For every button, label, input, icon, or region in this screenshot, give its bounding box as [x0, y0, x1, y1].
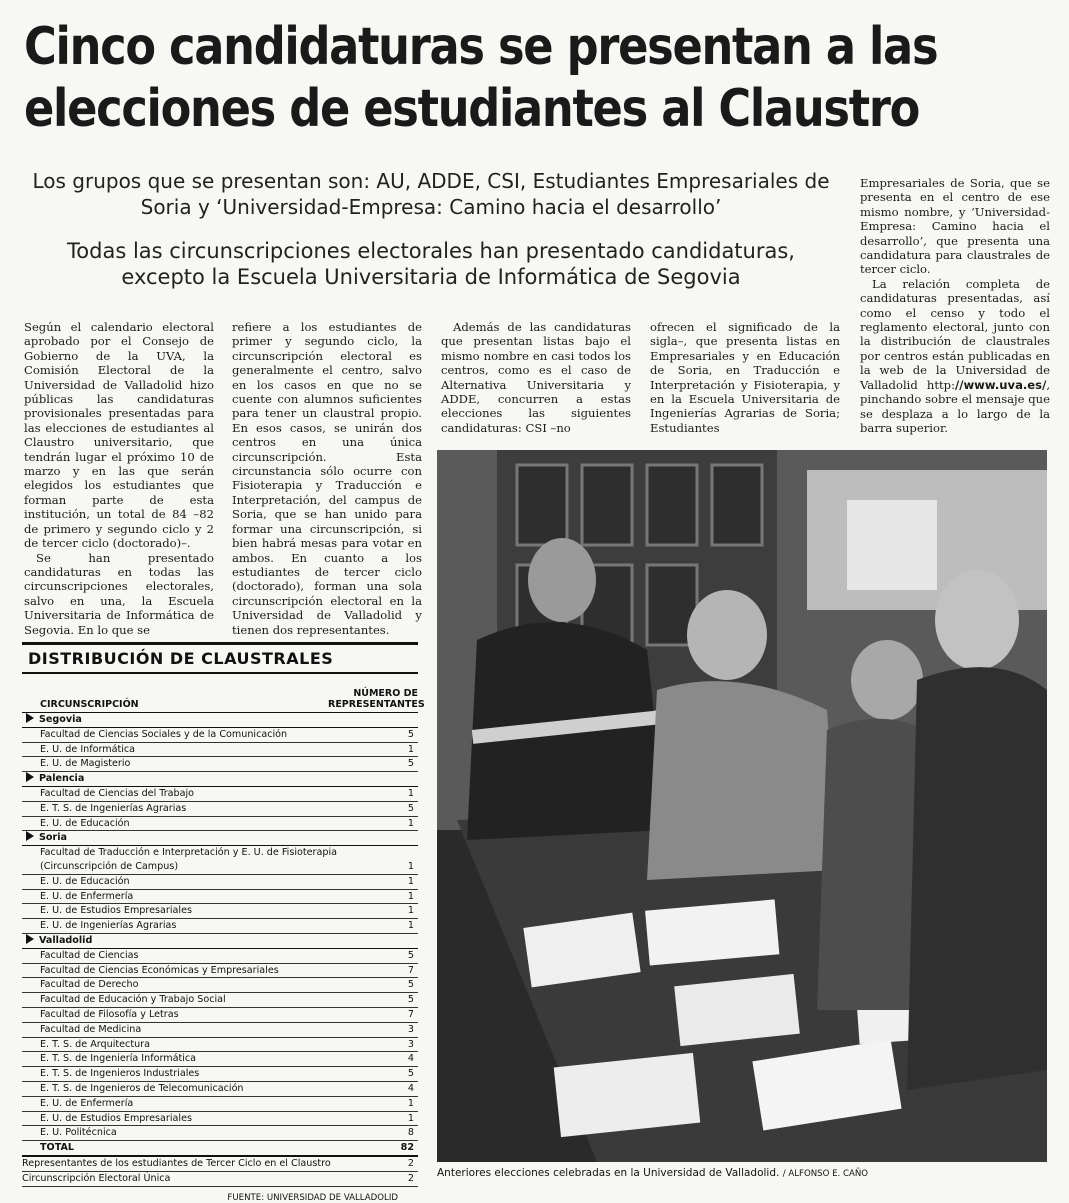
subheadline-1: Los grupos que se presentan son: AU, ADDE, CSI, Estudiantes Empresariales de Soria y ‘Universidad-Empresa: Camino hacia el desarrollo’	[32, 169, 830, 219]
triangle-right-icon	[26, 831, 34, 841]
total-value: 82	[400, 1142, 414, 1154]
row-label: Facultad de Derecho	[40, 979, 139, 991]
table-row	[22, 1126, 418, 1141]
row-value: 5	[407, 949, 414, 961]
row-value: 1	[407, 787, 414, 799]
body-paragraph: Se han presentado candidaturas en todas las circunscripciones electorales, salvo en una, la Escuela Universitaria de Informática de Segovia. En lo que se	[24, 550, 214, 637]
row-value: 1	[407, 817, 414, 829]
body-column-1	[24, 320, 214, 637]
total-label: TOTAL	[40, 1142, 75, 1154]
row-label: Facultad de Traducción e Interpretación y E. U. de Fisioterapia (Circunscripción de Campus)	[40, 847, 337, 872]
body-paragraph: Además de las candidaturas que presentan listas bajo el mismo nombre en casi todos los centros, como es el caso de Alternativa Universitaria y ADDE, concurren a estas elecciones las siguientes candidaturas: CSI –no	[441, 320, 631, 435]
row-value: 7	[407, 1008, 414, 1020]
row-label: E. T. S. de Arquitectura	[40, 1038, 150, 1050]
triangle-right-icon	[26, 713, 34, 723]
region-label	[26, 772, 414, 786]
row-value: 1	[407, 890, 414, 902]
table-row	[22, 1097, 418, 1112]
web-link[interactable]: //www.uva.es/	[955, 377, 1047, 392]
table-row	[22, 964, 418, 979]
region-name: Segovia	[39, 714, 82, 725]
region-label	[26, 831, 414, 845]
row-label: Facultad de Ciencias Sociales y de la Comunicación	[40, 728, 288, 740]
row-value: 1	[407, 743, 414, 755]
table-title: DISTRIBUCIÓN DE CLAUSTRALES	[22, 642, 418, 674]
table-row	[22, 1008, 418, 1023]
body-column-3	[441, 320, 631, 435]
region-name: Valladolid	[39, 934, 93, 946]
row-label: Facultad de Ciencias Económicas y Empresariales	[40, 964, 279, 976]
region-row-segovia	[22, 713, 418, 728]
body-paragraph: refiere a los estudiantes de primer y segundo ciclo, la circunscripción electoral es generalmente el centro, salvo en los casos en que no se cuente con alumnos suficientes para tener un claustral propio. En esos casos, se unirán dos centros en una única circunscripción. Esta circunstancia sólo ocurre con Fisioterapia y Traducción e Interpretación, del campus de Soria, que se han unido para formar una circunscripción, si bien habrá mesas para votar en ambos. En cuanto a los estudiantes de tercer ciclo (doctorado), forman una sola circunscripción electoral en la Universidad de Valladolid y tienen dos representantes.	[232, 320, 422, 637]
region-label	[26, 934, 414, 948]
caption-text: Anteriores elecciones celebradas en la Universidad de Valladolid.	[437, 1167, 780, 1179]
row-label: E. T. S. de Ingenieros Industriales	[40, 1068, 200, 1080]
table-row	[22, 1082, 418, 1097]
row-label: E. U. de Enfermería	[40, 890, 134, 902]
row-value: 1	[407, 905, 414, 917]
body-text: La relación completa de candidaturas presentadas, así como el censo y todo el reglamento electoral, junto con la distribución de claustrales por centros están publicadas en la web de la Universidad de Valladolid http:	[860, 276, 1050, 392]
row-value: 3	[407, 1023, 414, 1035]
table-row	[22, 1112, 418, 1127]
row-value: 2	[407, 1157, 414, 1169]
row-label: E. U. de Magisterio	[40, 758, 131, 770]
row-value: 4	[407, 1053, 414, 1065]
header-representantes: NÚMERO DE REPRESENTANTES	[328, 688, 425, 710]
headline-line-1: Cinco candidaturas se presentan a las	[24, 17, 938, 77]
table-row	[22, 993, 418, 1008]
row-label: E. U. de Enfermería	[40, 1097, 134, 1109]
table-row	[22, 1067, 418, 1082]
body-paragraph: ofrecen el significado de la sigla–, que presenta listas en Empresariales y en Educación de Soria, en Traducción e Interpretación y Fisioterapia, y en la Escuela Universitaria de Ingenierías Agrarias de Soria; Estudiantes	[650, 320, 840, 435]
row-value: 8	[407, 1127, 414, 1139]
row-value: 2	[407, 1172, 414, 1184]
table-row	[22, 1038, 418, 1053]
headline-line-2: elecciones de estudiantes al Claustro	[24, 79, 920, 139]
row-label: E. T. S. de Ingenierías Agrarias	[40, 802, 187, 814]
row-label: E. U. de Educación	[40, 817, 130, 829]
body-paragraph: Según el calendario electoral aprobado por el Consejo de Gobierno de la UVA, la Comisión Electoral de la Universidad de Valladolid hizo públicas las candidaturas provisionales presentadas para las elecciones de estudiantes al Claustro universitario, que tendrán lugar el próximo 10 de marzo y en las que serán elegidos los estudiantes que forman parte de esta institución, un total de 84 –82 de primero y segundo ciclo y 2 de tercer ciclo (doctorado)–.	[24, 320, 214, 551]
table-row	[22, 743, 418, 758]
table-total-row	[22, 1141, 418, 1157]
table-row	[22, 904, 418, 919]
row-label: Representantes de los estudiantes de Tercer Ciclo en el Claustro	[22, 1157, 331, 1169]
row-label: E. U. de Educación	[40, 875, 130, 887]
extra-row	[22, 1172, 418, 1187]
region-row-soria	[22, 831, 418, 846]
news-photo	[437, 450, 1047, 1162]
body-column-4	[650, 320, 840, 435]
table-row	[22, 949, 418, 964]
row-label: Circunscripción Electoral Única	[22, 1172, 171, 1184]
table-row	[22, 728, 418, 743]
row-label: E. U. de Estudios Empresariales	[40, 1112, 192, 1124]
row-label: E. T. S. de Ingeniería Informática	[40, 1053, 197, 1065]
region-name: Soria	[39, 832, 67, 844]
row-value: 3	[407, 1038, 414, 1050]
row-label: Facultad de Filosofía y Letras	[40, 1008, 179, 1020]
body-column-5	[860, 176, 1050, 435]
table-row	[22, 919, 418, 934]
body-column-2	[232, 320, 422, 637]
row-label: E. U. de Ingenierías Agrarias	[40, 920, 177, 932]
row-label: E. U. de Estudios Empresariales	[40, 905, 192, 917]
body-paragraph	[860, 277, 1050, 435]
row-value: 5	[407, 1068, 414, 1080]
row-label: Facultad de Educación y Trabajo Social	[40, 994, 226, 1006]
row-value: 5	[407, 728, 414, 740]
row-label: E. T. S. de Ingenieros de Telecomunicación	[40, 1082, 244, 1094]
region-name: Palencia	[39, 773, 85, 785]
table-row	[22, 1052, 418, 1067]
row-value: 1	[407, 860, 414, 872]
table-row	[22, 846, 418, 875]
table-header	[22, 674, 425, 713]
row-value: 5	[407, 994, 414, 1006]
row-value: 5	[407, 758, 414, 770]
table-row	[22, 787, 418, 802]
region-row-palencia	[22, 772, 418, 787]
photo-caption	[437, 1167, 1047, 1179]
table-row	[22, 875, 418, 890]
triangle-right-icon	[26, 772, 34, 782]
table-row	[22, 802, 418, 817]
table-row	[22, 817, 418, 832]
row-value: 4	[407, 1082, 414, 1094]
table-source: FUENTE: UNIVERSIDAD DE VALLADOLID	[227, 1192, 398, 1203]
row-value: 5	[407, 979, 414, 991]
row-label: E. U. Politécnica	[40, 1127, 117, 1139]
photo-illustration	[437, 450, 1047, 1162]
extra-row	[22, 1157, 418, 1172]
row-value: 1	[407, 920, 414, 932]
body-paragraph: Empresariales de Soria, que se presenta en el centro de ese mismo nombre, y ‘Universidad-Empresa: Camino hacia el desarrollo’, que presenta una candidatura para claustrales de tercer ciclo.	[860, 176, 1050, 277]
row-value: 7	[407, 964, 414, 976]
row-label: Facultad de Medicina	[40, 1023, 142, 1035]
table-row	[22, 757, 418, 772]
row-label: Facultad de Ciencias	[40, 949, 139, 961]
row-value: 1	[407, 875, 414, 887]
region-row-valladolid	[22, 934, 418, 949]
body-text: , pinchando sobre el mensaje que se desplaza a lo largo de la barra superior.	[860, 377, 1050, 435]
table-body	[22, 713, 418, 1141]
table-extra-rows	[22, 1157, 418, 1187]
region-label	[26, 713, 414, 727]
photo-credit: / ALFONSO E. CAÑO	[782, 1169, 869, 1179]
table-row	[22, 978, 418, 993]
headline	[24, 16, 938, 140]
row-label: E. U. de Informática	[40, 743, 136, 755]
row-value: 1	[407, 1097, 414, 1109]
table-row	[22, 1023, 418, 1038]
table-row	[22, 890, 418, 905]
row-label: Facultad de Ciencias del Trabajo	[40, 787, 195, 799]
header-circunscripcion: CIRCUNSCRIPCIÓN	[40, 699, 139, 710]
distribution-table	[22, 642, 425, 1203]
subheadline-2: Todas las circunscripciones electorales han presentado candidaturas, excepto la Escuela Universitaria de Informática de Segovia	[67, 239, 795, 289]
triangle-right-icon	[26, 934, 34, 944]
row-value: 1	[407, 1112, 414, 1124]
row-value: 5	[407, 802, 414, 814]
